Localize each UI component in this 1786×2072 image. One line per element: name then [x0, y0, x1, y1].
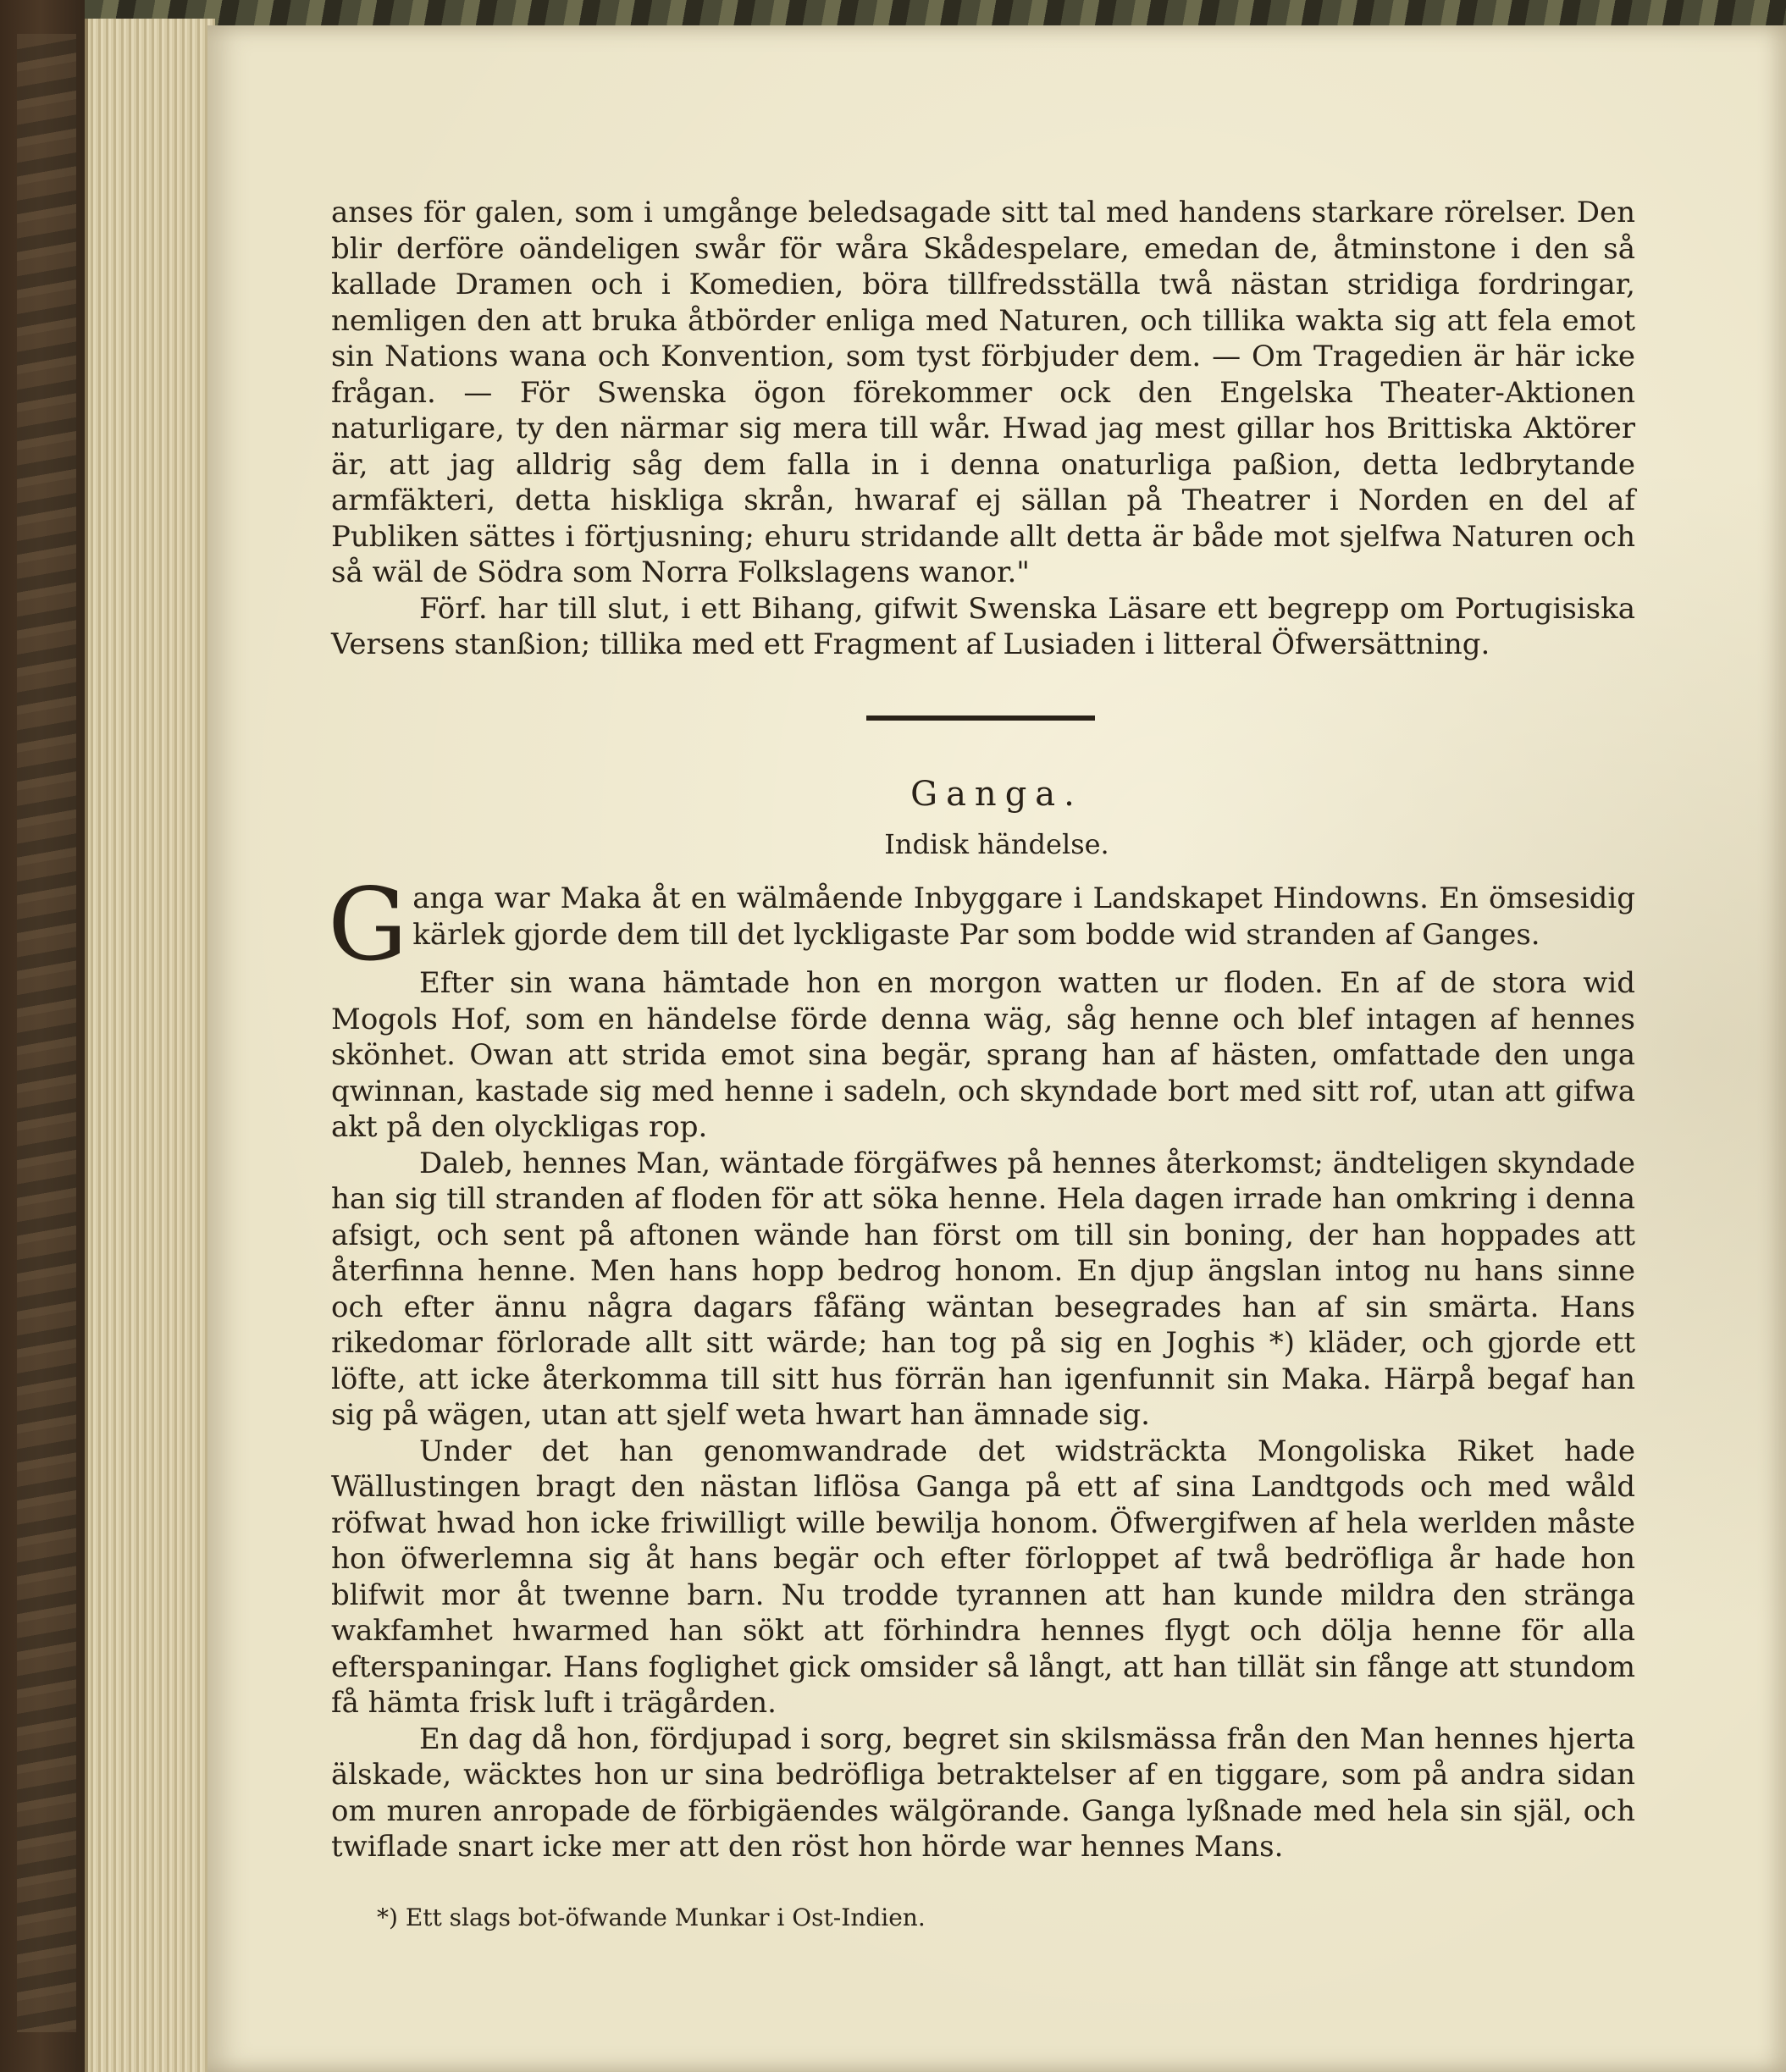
page-edges [85, 19, 215, 2072]
story-first-paragraph [328, 866, 1635, 983]
footnote: *) Ett slags bot-öfwande Munkar i Ost-Indien. [377, 1903, 926, 1931]
section-divider [866, 716, 1095, 721]
paragraph-author-note: Förf. har till slut, i ett Bihang, gifwit Swenska Läsare ett begrepp om Portugisiska Versens stanßion; tillika med ett Fragment af Lusiaden i litteral Öfwersättning. [331, 591, 1635, 661]
paragraph-continued: anses för galen, som i umgånge beledsagade sitt tal med handens starkare rörelser. Den blir derföre oändeligen swår för wåra Skådespelare, emedan de, åtminstone i den så kallade Dramen och i Komedien, böra tillfredsställa twå nästan stridiga fordringar, nemligen den att bruka åtbörder enliga med Naturen, och tillika wakta sig att fela emot sin Nations wana och Konvention, som tyst förbjuder dem. — Om Tragedien är här icke frågan. — För Swenska ögon förekommer ock den Engelska Theater-Aktionen naturligare, ty den närmar sig mera till wår. Hwad jag mest gillar hos Brittiska Aktörer är, att jag alldrig såg dem falla in i denna onaturliga paßion, detta ledbrytande armfäkteri, detta hiskliga skrån, hwaraf ej sällan på Theatrer i Norden en del af Publiken sättes i förtjusning; ehuru stridande allt detta är både mot sjelfwa Naturen och så wäl de Södra som Norra Folkslagens wanor." [331, 196, 1635, 589]
book-page [207, 25, 1786, 2072]
upper-text-block [331, 195, 1635, 663]
story-paragraph: Under det han genomwandrade det widsträckta Mongoliska Riket hade Wällustingen bragt den nästan liflösa Ganga på ett af sina Landtgods och med wåld röfwat hwad hon icke friwilligt wille bewilja honom. Öfwergifwen af hela werlden måste hon öfwerlemna sig åt hans begär och efter förloppet af twå bedröfliga år hade hon blifwit mor åt twenne barn. Nu trodde tyrannen att han kunde mildra den stränga wakfamhet hwarmed han sökt att förhindra hennes flygt och dölja henne för alla efterspaningar. Hans foglighet gick omsider så långt, att han tillät sin fånge att stundom få hämta frisk luft i trägården. [331, 1434, 1635, 1720]
story-text-block [328, 866, 1635, 1865]
first-paragraph-text: anga war Maka åt en wälmående Inbyggare i Landskapet Hindowns. En ömsesidig kärlek gjorde dem till det lyckligaste Par som bodde wid stranden af Ganges. [412, 881, 1635, 952]
story-paragraph: En dag då hon, fördjupad i sorg, begret sin skilsmässa från den Man hennes hjerta älskade, wäcktes hon ur sina bedröfliga betraktelser af en tiggare, som på andra sidan om muren anropade de förbigäendes wälgörande. Ganga lyßnade med hela sin själ, och twiflade snart icke mer att den röst hon hörde war hennes Mans. [331, 1721, 1635, 1864]
story-paragraph: Daleb, hennes Man, wäntade förgäfwes på hennes återkomst; ändteligen skyndade han sig till stranden af floden för att söka henne. Hela dagen irrade han omkring i denna afsigt, och sent på aftonen wände han först om till sin boning, der han hoppades att återfinna henne. Men hans hopp bedrog honom. En djup ängslan intog nu hans sinne och efter ännu några dagars fåfäng wäntan besegrades han af sin smärta. Hans rikedomar förlorade allt sitt wärde; han tog på sig en Joghis *) kläder, och gjorde ett löfte, att icke återkomma till sitt hus förrän han igenfunnit sin Maka. Härpå begaf han sig på wägen, utan att sjelf weta hwart han ämnade sig. [331, 1146, 1635, 1432]
drop-cap: G [328, 866, 408, 983]
story-title: Ganga. [910, 775, 1083, 814]
story-subtitle: Indisk händelse. [884, 828, 1109, 860]
story-paragraph: Efter sin wana hämtade hon en morgon watten ur floden. En af de stora wid Mogols Hof, som en händelse förde denna wäg, såg henne och blef intagen af hennes skönhet. Owan att strida emot sina begär, sprang han af hästen, omfattade den unga qwinnan, kastade sig med henne i sadeln, och skyndade bort med sitt rof, utan att gifwa akt på den olyckligas rop. [331, 966, 1635, 1144]
